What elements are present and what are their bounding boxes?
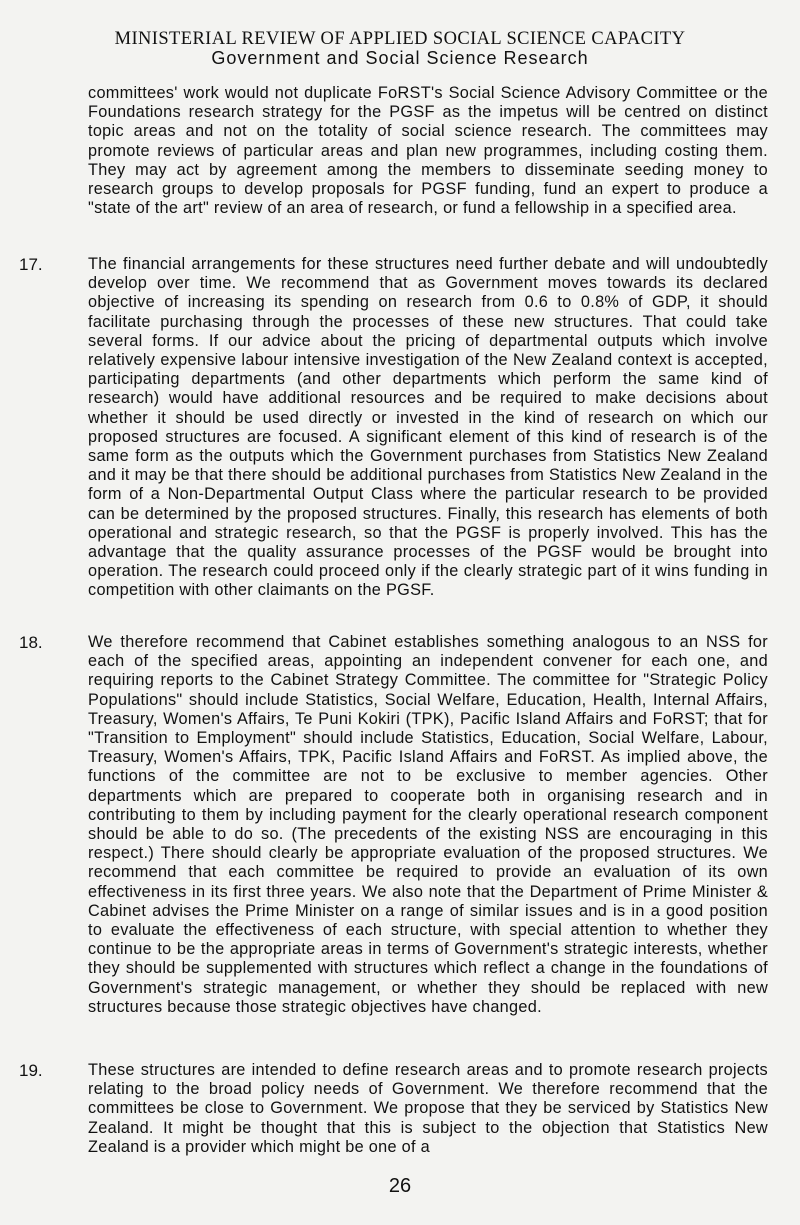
paragraph-number: 17. bbox=[19, 255, 43, 274]
page-number: 26 bbox=[388, 1175, 412, 1197]
paragraph-continued: committees' work would not duplicate FoRST's Social Science Advisory Committee or the Foundations research strategy for the PGSF as the impetus will be centred on distinct topic areas and not on the totality of social science research. The committees may promote reviews of particular areas and plan new programmes, including costing them. They may act by agreement among the members to disseminate seeding money to research groups to develop proposals for PGSF funding, fund an expert to produce a "state of the art" review of an area of research, or fund a fellowship in a specified area. bbox=[88, 84, 768, 218]
running-header bbox=[0, 30, 800, 68]
paragraph-number: 18. bbox=[19, 633, 43, 652]
header-subtitle: Government and Social Science Research bbox=[211, 48, 589, 68]
paragraph-17: The financial arrangements for these structures need further debate and will undoubtedly develop over time. We recommend that as Government moves towards its declared objective of increasing its spending on research from 0.6 to 0.8% of GDP, it should facilitate purchasing through the processes of these new structures. That could take several forms. If our advice about the pricing of departmental outputs which involve relatively expensive labour intensive investigation of the New Zealand context is accepted, participating departments (and other departments which perform the same kind of research) would have additional resources and be required to make decisions about whether it should be used directly or invested in the kind of research on which our proposed structures are focused. A significant element of this kind of research is of the same form as the outputs which the Government purchases from Statistics New Zealand and it may be that there should be additional purchases from Statistics New Zealand in the form of a Non-Departmental Output Class where the particular research to be provided can be determined by the proposed structures. Finally, this research has elements of both operational and strategic research, so that the PGSF is properly involved. This has the advantage that the quality assurance processes of the PGSF would be brought into operation. The research could proceed only if the clearly strategic part of it wins funding in competition with other claimants on the PGSF. bbox=[88, 255, 768, 600]
header-title: MINISTERIAL REVIEW OF APPLIED SOCIAL SCIENCE CAPACITY bbox=[114, 29, 686, 49]
paragraph-18: We therefore recommend that Cabinet establishes something analogous to an NSS for each of the specified areas, appointing an independent convener for each one, and requiring reports to the Cabinet Strategy Committee. The committee for "Strategic Policy Populations" should include Statistics, Social Welfare, Education, Health, Internal Affairs, Treasury, Women's Affairs, Te Puni Kokiri (TPK), Pacific Island Affairs and FoRST; that for "Transition to Employment" should include Statistics, Education, Social Welfare, Labour, Treasury, Women's Affairs, TPK, Pacific Island Affairs and FoRST. As implied above, the functions of the committee are not to be exclusive to member agencies. Other departments which are prepared to cooperate both in organising research and in contributing to them by including payment for the clearly operational research component should be able to do so. (The precedents of the existing NSS are encouraging in this respect.) There should clearly be appropriate evaluation of the proposed structures. We recommend that each committee be required to provide an evaluation of its own effectiveness in its first three years. We also note that the Department of Prime Minister & Cabinet advises the Prime Minister on a range of similar issues and is in a good position to evaluate the effectiveness of each structure, with special attention to whether they continue to be the appropriate areas in terms of Government's strategic interests, whether they should be supplemented with structures which reflect a change in the foundations of Government's strategic management, or whether they should be replaced with new structures because those strategic objectives have changed. bbox=[88, 633, 768, 1016]
paragraph-19: These structures are intended to define research areas and to promote research projects relating to the broad policy needs of Government. We therefore recommend that the committees be close to Government. We propose that they be serviced by Statistics New Zealand. It might be thought that this is subject to the objection that Statistics New Zealand is a provider which might be one of a bbox=[88, 1061, 768, 1156]
paragraph-number: 19. bbox=[19, 1061, 43, 1080]
